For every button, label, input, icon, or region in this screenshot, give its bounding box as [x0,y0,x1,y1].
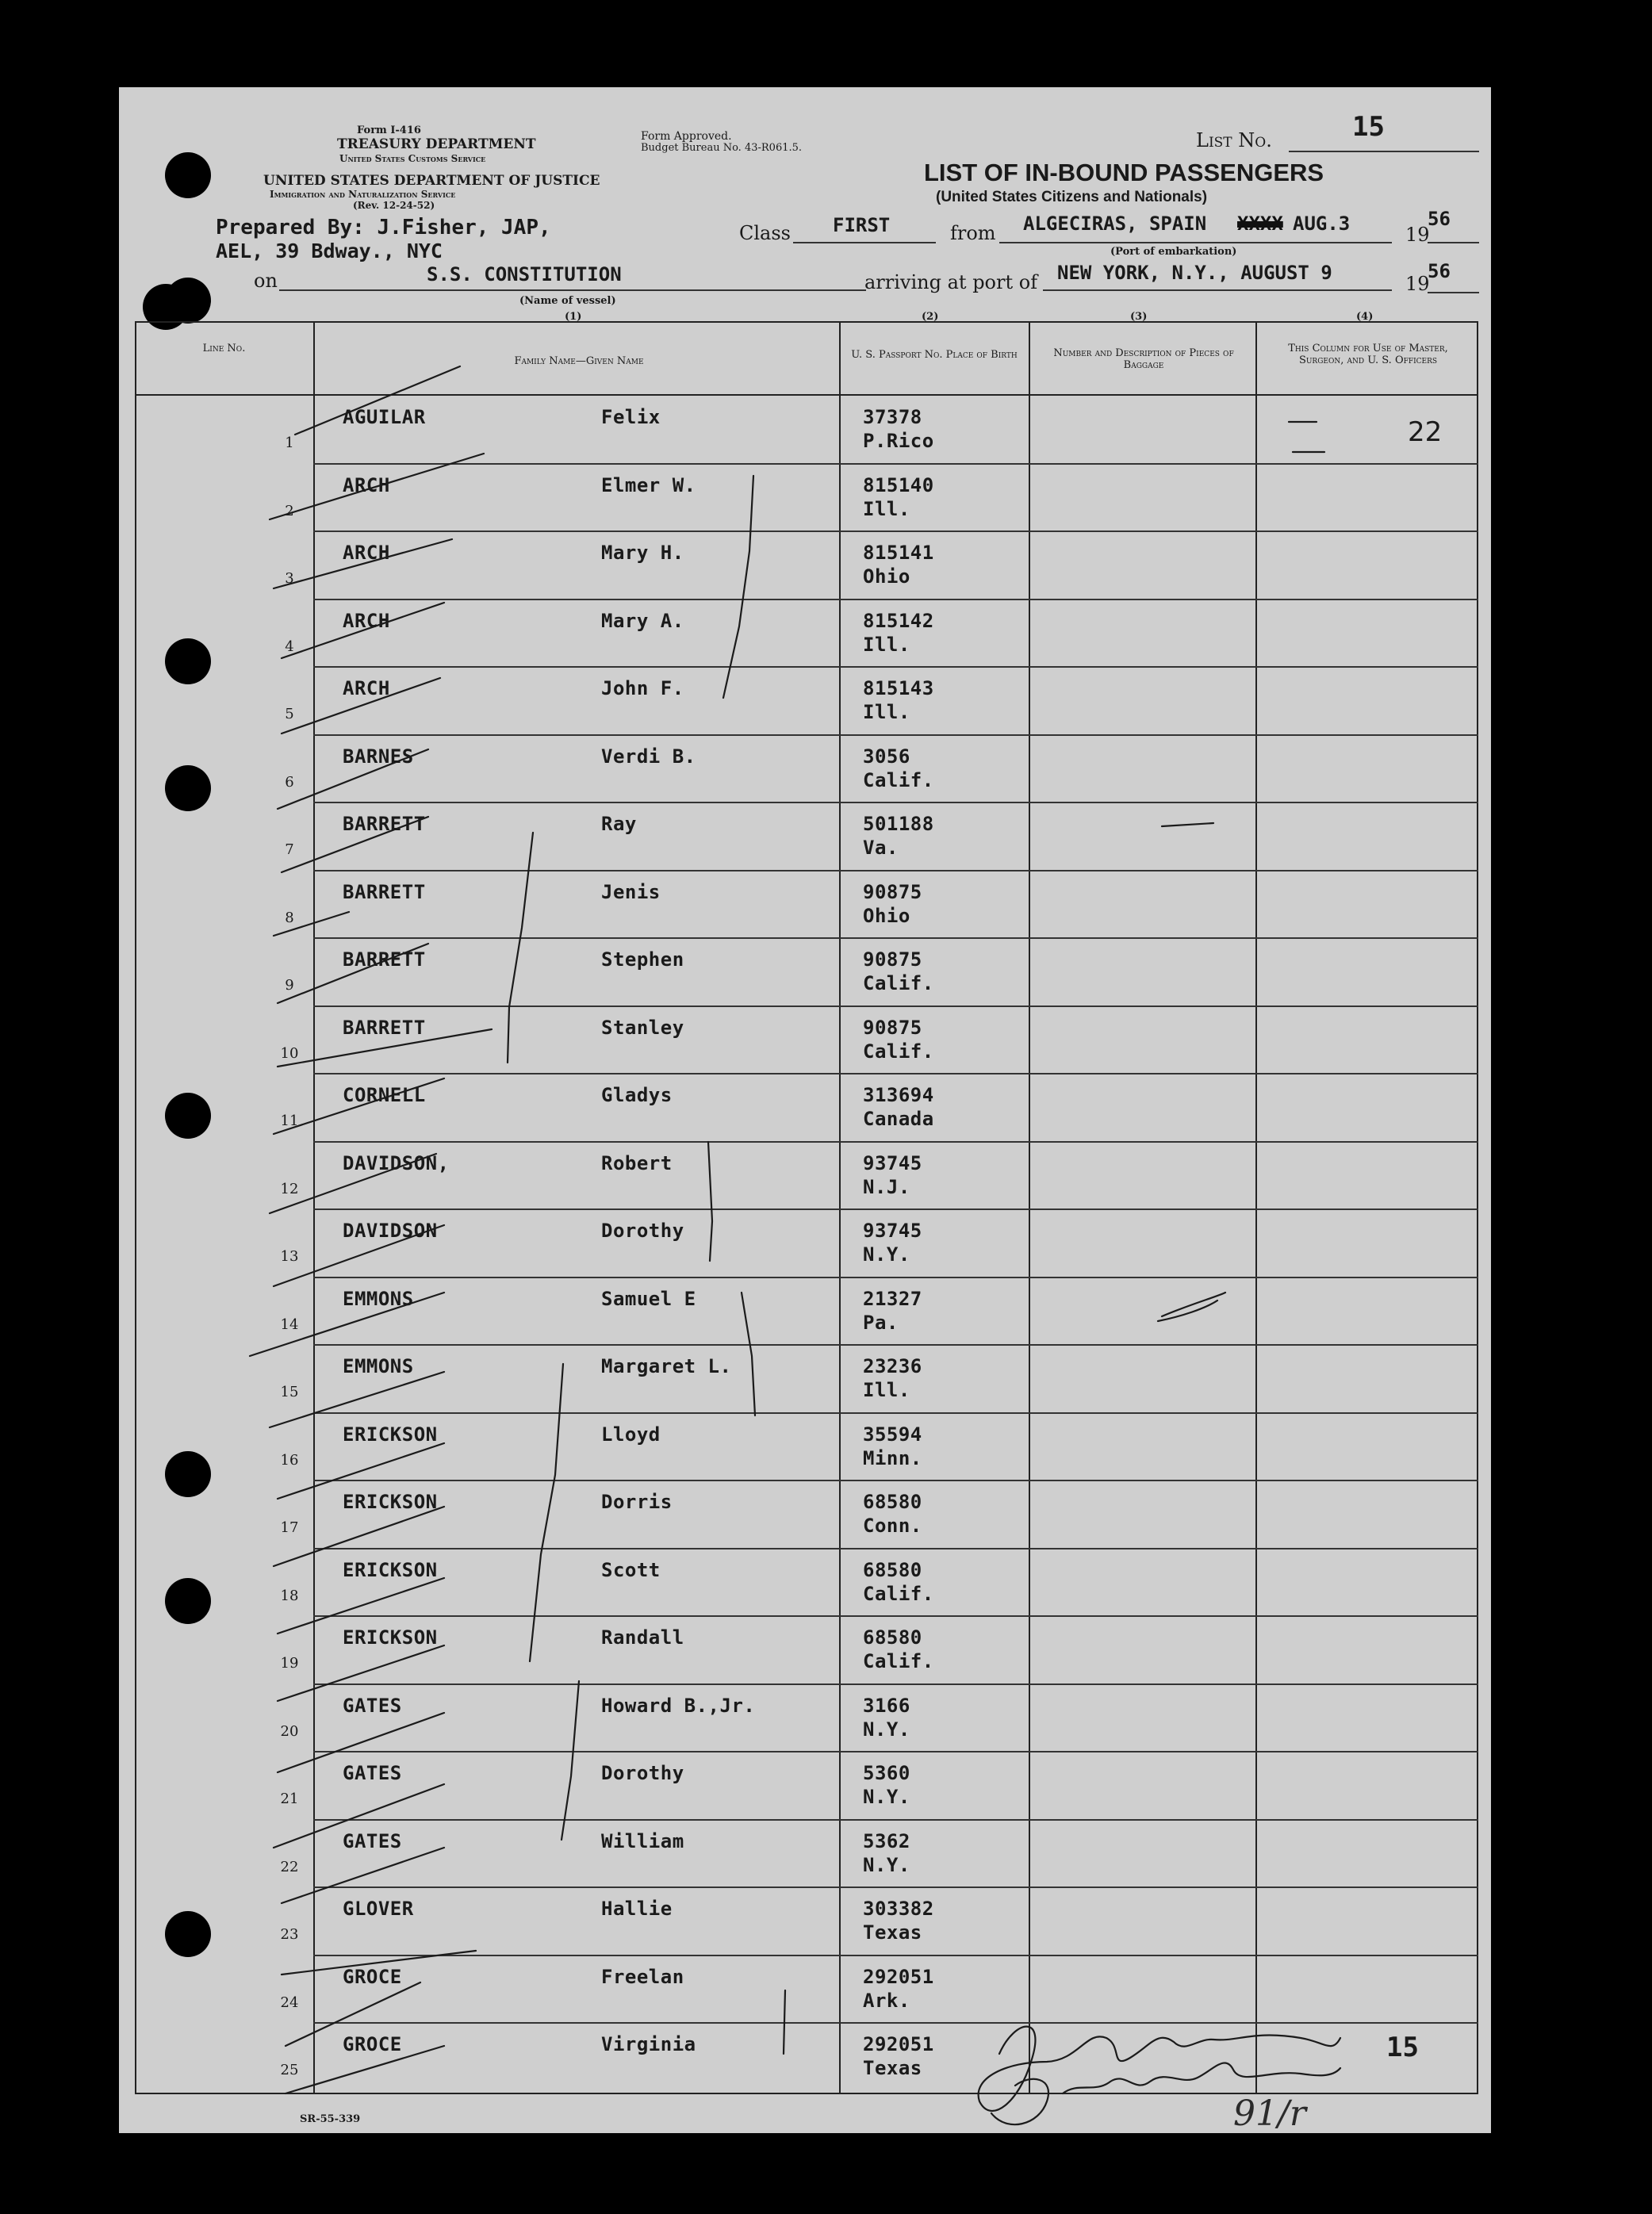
given-name: Robert [601,1151,673,1174]
passport-number: 37378 [863,406,922,428]
passport-number: 90875 [863,1016,922,1039]
line-number: 3 [285,570,294,587]
row-divider [313,666,1478,668]
family-name: EMMONS [343,1287,414,1310]
passport-number: 815142 [863,609,934,632]
form-number: Form I-416 [357,124,421,136]
passport-number: 5360 [863,1762,910,1784]
passport-number: 3056 [863,745,910,768]
column-number-3: (3) [1130,311,1148,323]
passport-number: 313694 [863,1084,934,1106]
given-name: John F. [601,677,684,699]
row-divider [313,1344,1478,1346]
line-number: 14 [280,1316,299,1333]
from-port: ALGECIRAS, SPAIN [1023,213,1207,235]
given-name: Jenis [601,880,661,903]
line-number: 20 [280,1722,299,1740]
row-divider [313,1886,1478,1888]
given-name: Howard B.,Jr. [601,1694,756,1717]
row-divider [313,1683,1478,1685]
punch-hole [165,152,211,198]
family-name: ARCH [343,473,390,496]
from-date: AUG.3 [1293,213,1351,235]
line-number: 8 [285,909,294,926]
passport-number: 21327 [863,1287,922,1310]
prepared-by: Prepared By: J.Fisher, JAP, [216,216,551,239]
row-divider [313,1480,1478,1481]
family-name: GATES [343,1694,402,1717]
family-name: ERICKSON [343,1423,438,1446]
given-name: Dorris [601,1491,673,1513]
place-of-birth: Canada [863,1108,934,1130]
header-passport: U. S. Passport No. Place of Birth [851,349,1018,361]
given-name: William [601,1829,684,1852]
given-name: Scott [601,1558,661,1581]
place-of-birth: Minn. [863,1446,922,1469]
given-name: Virginia [601,2033,696,2055]
arrival-port: NEW YORK, N.Y., AUGUST 9 [1057,262,1332,284]
passport-number: 90875 [863,880,922,903]
line-number: 10 [280,1044,299,1062]
row-divider [313,599,1478,600]
form-title: LIST OF IN-BOUND PASSENGERS [924,159,1324,186]
place-of-birth: N.J. [863,1175,910,1198]
header-officers: This Column for Use of Master, Surgeon, and U. S. Officers [1288,343,1448,366]
line-number: 2 [285,502,294,519]
given-name: Freelan [601,1965,684,1988]
place-of-birth: Conn. [863,1515,922,1537]
place-of-birth: Texas [863,2057,922,2079]
family-name: GROCE [343,2033,402,2055]
prepared-address: AEL, 39 Bdway., NYC [216,239,443,262]
family-name: ERICKSON [343,1558,438,1581]
line-number: 6 [285,773,294,791]
class-label: Class [739,222,791,244]
row-divider [313,937,1478,939]
passport-number: 815143 [863,677,934,699]
on-label: on [254,270,278,292]
line-number: 18 [280,1587,299,1604]
row-divider [313,870,1478,871]
arriving-label: arriving at port of [864,271,1038,293]
line-number: 5 [285,706,294,722]
passport-number: 5362 [863,1829,910,1852]
line-number: 22 [280,1858,299,1875]
place-of-birth: Ill. [863,701,910,723]
family-name: ERICKSON [343,1491,438,1513]
form-revision: (Rev. 12-24-52) [353,200,435,211]
place-of-birth: Calif. [863,1582,934,1605]
family-name: ARCH [343,609,390,632]
place-of-birth: Ill. [863,633,910,656]
treasury-department: TREASURY DEPARTMENT [337,136,536,152]
header-line-no: Line No. [202,343,246,354]
passport-number: 90875 [863,948,922,971]
passport-number: 23236 [863,1355,922,1377]
arrival-year-suffix: 56 [1428,260,1451,282]
place-of-birth: Ark. [863,1989,910,2012]
column-number-2: (2) [922,311,939,323]
line-number: 13 [280,1248,299,1265]
row-divider [313,1209,1478,1210]
family-name: CORNELL [343,1084,426,1106]
given-name: Lloyd [601,1423,661,1446]
place-of-birth: Ill. [863,497,910,520]
passport-number: 292051 [863,2033,934,2055]
given-name: Mary H. [601,542,684,564]
budget-bureau: Budget Bureau No. 43-R061.5. [641,142,803,154]
row-divider [313,1819,1478,1821]
row-divider [313,734,1478,736]
passport-number: 35594 [863,1423,922,1446]
line-number: 12 [280,1180,299,1197]
header-name: Family Name—Given Name [514,355,644,367]
given-name: Dorothy [601,1220,684,1242]
embarkation-note: (Port of embarkation) [1110,246,1237,258]
row-divider [313,1141,1478,1143]
place-of-birth: Ohio [863,565,910,588]
vessel-name: S.S. CONSTITUTION [427,263,622,285]
place-of-birth: Calif. [863,1650,934,1672]
list-number: 15 [1352,111,1385,143]
passport-number: 303382 [863,1898,934,1920]
column-number-4: (4) [1356,311,1374,323]
given-name: Mary A. [601,609,684,632]
class-value: FIRST [833,214,891,236]
line-number: 17 [280,1519,299,1536]
row-divider [313,2022,1478,2024]
place-of-birth: Calif. [863,1040,934,1063]
row-divider [313,1277,1478,1278]
family-name: ARCH [343,542,390,564]
family-name: BARRETT [343,948,426,971]
family-name: GATES [343,1762,402,1784]
year-prefix: 19 [1405,224,1430,246]
signature-tag: 91/r [1233,2093,1306,2134]
family-name: GLOVER [343,1898,414,1920]
given-name: Stanley [601,1016,684,1039]
header-baggage: Number and Description of Pieces of Baggage [1053,347,1234,371]
struck-text: XXXX [1237,213,1283,235]
ins-service: Immigration and Naturalization Service [270,189,456,200]
page-total: 15 [1386,2032,1419,2063]
row-divider [313,1955,1478,1956]
line-number: 16 [280,1451,299,1469]
line-number: 11 [280,1113,299,1129]
passport-number: 815141 [863,542,934,564]
row-divider [313,1615,1478,1617]
family-name: BARNES [343,745,414,768]
line-number: 19 [280,1655,299,1672]
row-divider [313,1751,1478,1752]
row-divider [313,1005,1478,1007]
passport-number: 93745 [863,1220,922,1242]
family-name: DAVIDSON [343,1220,438,1242]
officer-count: 22 [1408,416,1443,448]
line-number: 24 [280,1994,299,2011]
family-name: AGUILAR [343,406,426,428]
given-name: Margaret L. [601,1355,732,1377]
place-of-birth: Calif. [863,972,934,994]
passport-number: 501188 [863,813,934,835]
place-of-birth: Ill. [863,1379,910,1401]
passport-number: 815140 [863,473,934,496]
row-divider [313,1548,1478,1549]
line-number: 15 [280,1384,299,1400]
passenger-table [135,321,1478,2094]
row-divider [313,1412,1478,1414]
form-approved: Form Approved. [641,130,732,143]
place-of-birth: Pa. [863,1311,899,1334]
from-label: from [950,222,996,244]
family-name: BARRETT [343,813,426,835]
line-number: 25 [280,2062,299,2078]
place-of-birth: N.Y. [863,1243,910,1266]
given-name: Hallie [601,1898,673,1920]
place-of-birth: N.Y. [863,1718,910,1741]
given-name: Randall [601,1626,684,1649]
given-name: Stephen [601,948,684,971]
list-no-label: List No. [1196,129,1272,151]
family-name: ERICKSON [343,1626,438,1649]
place-of-birth: P.Rico [863,430,934,452]
given-name: Verdi B. [601,745,696,768]
given-name: Dorothy [601,1762,684,1784]
family-name: DAVIDSON, [343,1151,450,1174]
given-name: Ray [601,813,637,835]
row-divider [313,1073,1478,1074]
row-divider [313,531,1478,532]
passport-number: 68580 [863,1626,922,1649]
customs-service: United States Customs Service [339,153,486,164]
given-name: Elmer W. [601,473,696,496]
family-name: BARRETT [343,1016,426,1039]
year-suffix: 56 [1428,208,1451,230]
row-divider [313,802,1478,803]
place-of-birth: Calif. [863,768,934,791]
given-name: Gladys [601,1084,673,1106]
line-number: 1 [285,435,294,451]
row-divider [313,463,1478,465]
given-name: Felix [601,406,661,428]
place-of-birth: Va. [863,837,899,859]
department-of-justice: UNITED STATES DEPARTMENT OF JUSTICE [263,173,600,189]
family-name: EMMONS [343,1355,414,1377]
line-number: 23 [280,1926,299,1943]
line-number: 7 [285,841,294,858]
passport-number: 93745 [863,1151,922,1174]
footer-code: SR-55-339 [300,2113,361,2125]
line-number: 4 [285,638,294,655]
family-name: GROCE [343,1965,402,1988]
passport-number: 292051 [863,1965,934,1988]
family-name: BARRETT [343,880,426,903]
place-of-birth: N.Y. [863,1853,910,1876]
place-of-birth: Texas [863,1921,922,1944]
place-of-birth: Ohio [863,904,910,927]
family-name: ARCH [343,677,390,699]
arrival-year-prefix: 19 [1405,273,1430,295]
form-subtitle: (United States Citizens and Nationals) [936,189,1208,205]
passport-number: 68580 [863,1491,922,1513]
place-of-birth: N.Y. [863,1786,910,1808]
vessel-note: (Name of vessel) [519,295,616,307]
passport-number: 68580 [863,1558,922,1581]
passport-number: 3166 [863,1694,910,1717]
family-name: GATES [343,1829,402,1852]
given-name: Samuel E [601,1287,696,1310]
line-number: 9 [285,977,294,994]
line-number: 21 [280,1791,299,1807]
column-number-1: (1) [565,311,582,323]
